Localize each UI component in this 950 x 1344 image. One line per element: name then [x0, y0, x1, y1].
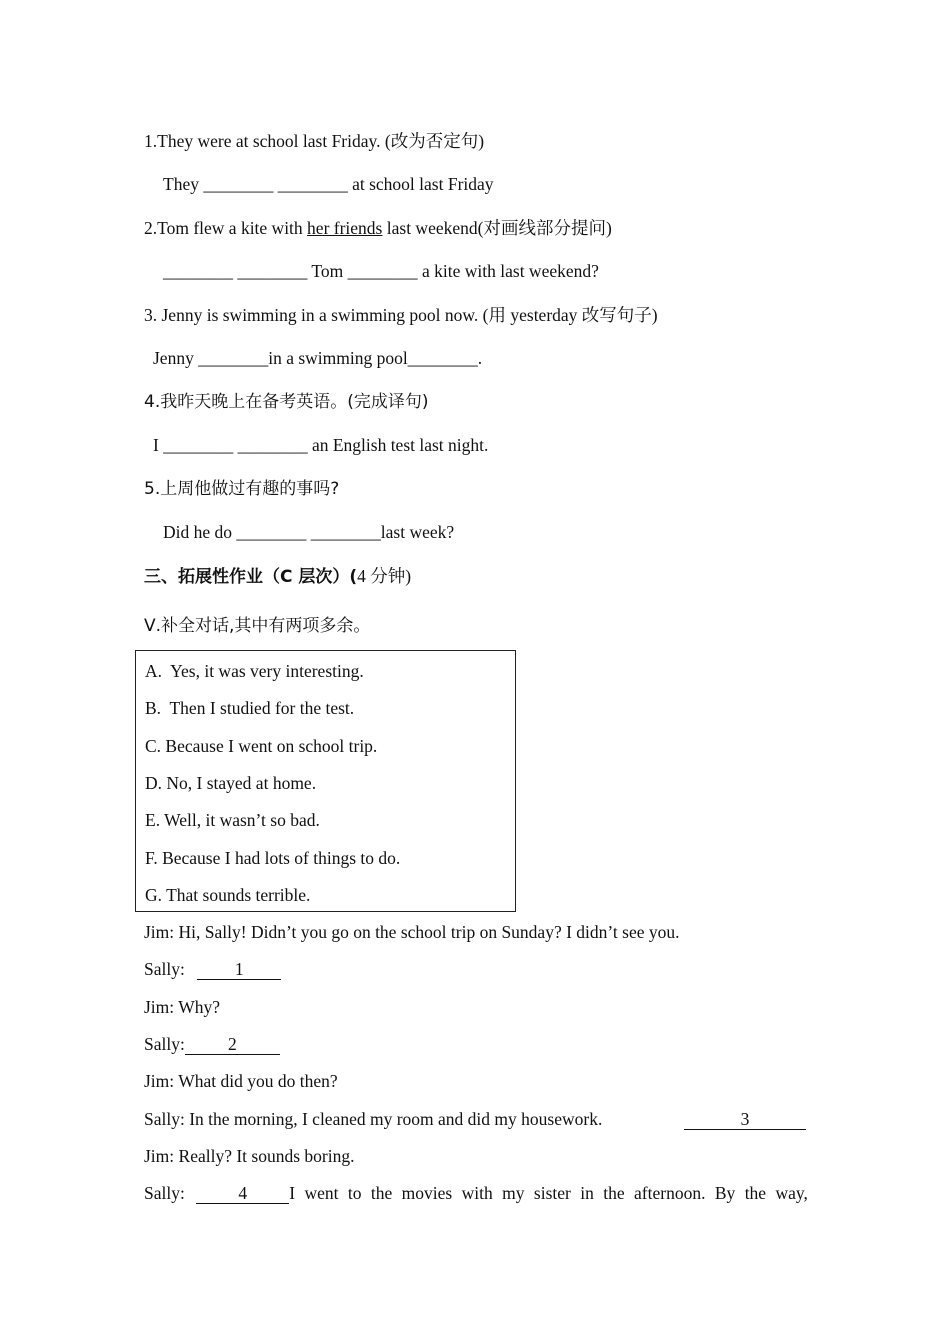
speaker-sally: Sally: — [144, 1183, 190, 1203]
dialogue-word: the — [744, 1183, 767, 1203]
q4-answer[interactable]: I ________ ________ an English test last night. — [153, 435, 489, 455]
q1-answer — [163, 173, 494, 195]
q5-answer[interactable]: Did he do ________ ________last week? — [163, 522, 455, 542]
dialogue-word: way, — [775, 1183, 808, 1203]
dialogue-line-5: Jim: What did you do then? — [144, 1071, 338, 1091]
q3-answer[interactable]: Jenny ________in a swimming pool________. — [153, 348, 483, 368]
option-e: E. Well, it wasn’t so bad. — [145, 810, 320, 830]
section3-heading — [144, 565, 411, 588]
dialogue-word: the — [370, 1183, 393, 1203]
dialogue-line-3: Jim: Why? — [144, 997, 220, 1017]
q1-answer-post: at school last Friday — [347, 174, 494, 194]
q2-underlined-phrase: her friends — [307, 218, 383, 238]
dialogue-line-1: Jim: Hi, Sally! Didn’t you go on the school trip on Sunday? I didn’t see you. — [144, 922, 680, 942]
q5-prompt: 5.上周他做过有趣的事吗? — [144, 479, 340, 499]
q3-prompt: 3. Jenny is swimming in a swimming pool now. (用 yesterday 改写句子) — [144, 305, 658, 325]
q1-answer-blanks[interactable]: ________ ________ — [203, 174, 348, 194]
speaker-sally: Sally: — [144, 1034, 185, 1054]
option-g: G. That sounds terrible. — [145, 885, 311, 905]
dialogue-line-6: Sally: In the morning, I cleaned my room and did my housework. — [144, 1109, 603, 1129]
dialogue-word: I — [289, 1183, 296, 1203]
dialogue-word: my — [502, 1183, 525, 1203]
dialogue-word: with — [461, 1183, 493, 1203]
dialogue-word: afternoon. — [634, 1183, 706, 1203]
dialogue-line-7: Jim: Really? It sounds boring. — [144, 1146, 355, 1166]
dialogue-word: went — [304, 1183, 339, 1203]
option-d: D. No, I stayed at home. — [145, 773, 317, 793]
part5-title: Ⅴ.补全对话,其中有两项多余。 — [144, 616, 371, 636]
dialogue-line-4 — [144, 1033, 280, 1055]
dialogue-word: sister — [533, 1183, 571, 1203]
q2-prompt-pre: 2.Tom flew a kite with — [144, 218, 308, 238]
dialogue-line-2 — [144, 958, 281, 980]
q4-prompt: 4.我昨天晚上在备考英语。(完成译句) — [144, 392, 429, 412]
q1-prompt: 1.They were at school last Friday. (改为否定句) — [144, 131, 485, 151]
q2-answer[interactable]: ________ ________ Tom ________ a kite with last weekend? — [163, 261, 599, 281]
option-b: B. Then I studied for the test. — [145, 698, 355, 718]
option-a: A. Yes, it was very interesting. — [145, 661, 364, 681]
answer-blank-3-wrap — [684, 1108, 806, 1130]
q2-prompt — [144, 217, 612, 239]
dialogue-word: By — [714, 1183, 736, 1203]
dialogue-line-8-start — [144, 1182, 295, 1204]
answer-blank-2[interactable]: 2 — [185, 1034, 280, 1055]
speaker-sally: Sally: — [144, 959, 190, 979]
section3-heading-bold: 三、拓展性作业（C 层次）( — [144, 567, 358, 587]
dialogue-line-8 — [144, 1182, 808, 1204]
q2-prompt-post: last weekend(对画线部分提问) — [382, 218, 612, 238]
answer-blank-1[interactable]: 1 — [197, 959, 281, 980]
option-c: C. Because I went on school trip. — [145, 736, 378, 756]
dialogue-word: in — [580, 1183, 594, 1203]
q1-answer-pre: They — [163, 174, 204, 194]
dialogue-word: to — [347, 1183, 362, 1203]
answer-blank-4[interactable]: 4 — [196, 1183, 289, 1204]
dialogue-word: movies — [401, 1183, 453, 1203]
options-box — [135, 650, 516, 912]
option-f: F. Because I had lots of things to do. — [145, 848, 401, 868]
answer-blank-3[interactable]: 3 — [684, 1109, 806, 1130]
dialogue-word: the — [603, 1183, 625, 1203]
section3-heading-rest: 4 分钟) — [357, 566, 412, 586]
